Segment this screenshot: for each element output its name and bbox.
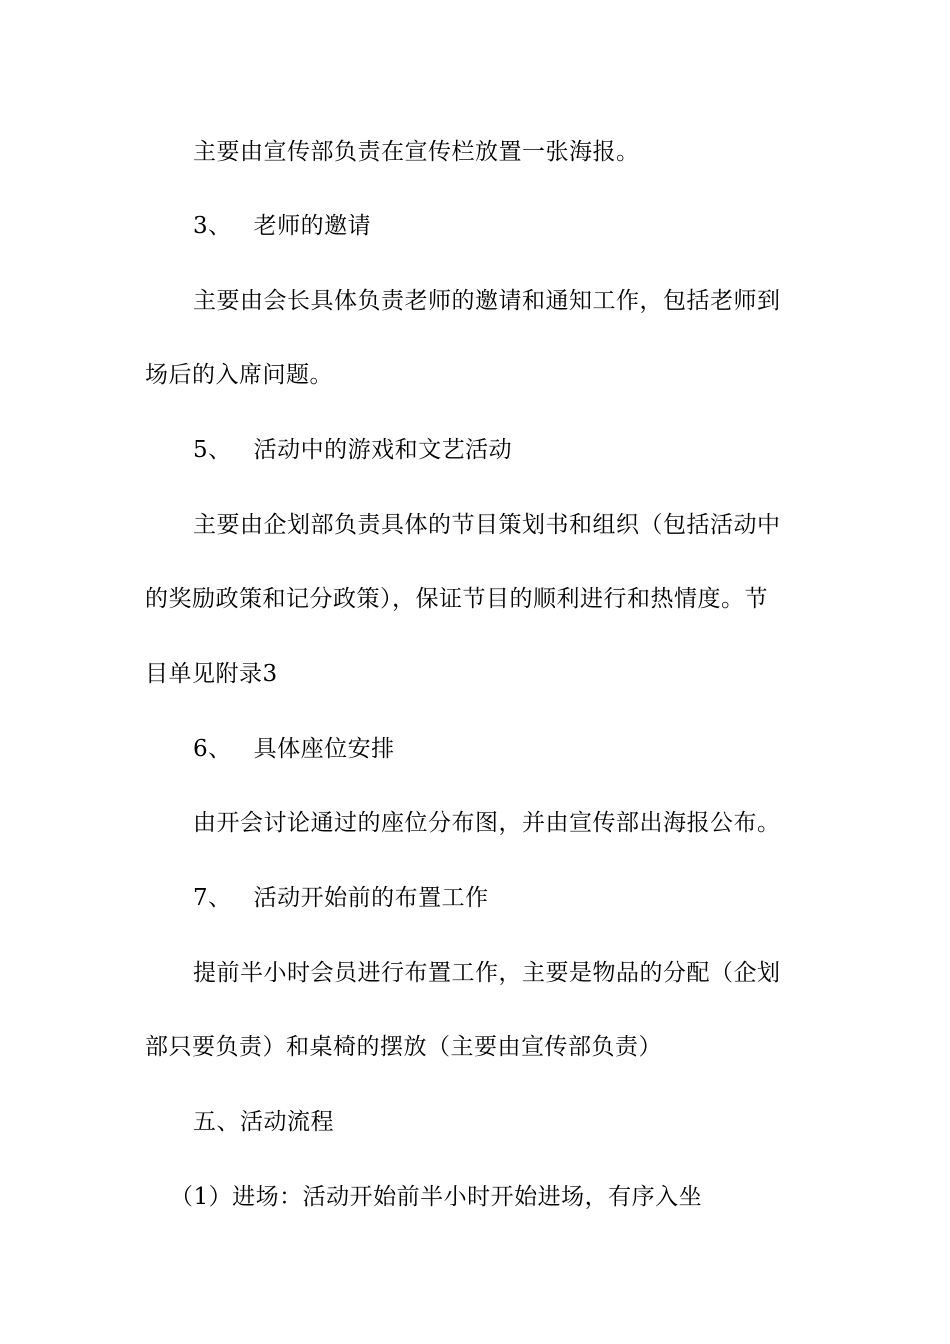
section-title: 具体座位安排: [253, 736, 395, 762]
section-number: 6、: [193, 736, 232, 762]
paragraph-line: 部只要负责）和桌椅的摆放（主要由宣传部负责）: [145, 1034, 662, 1060]
section-heading-5: [193, 435, 512, 465]
section-heading-7: [193, 883, 489, 913]
paragraph-line: 场后的入席问题。: [145, 362, 333, 388]
chapter-heading: 五、活动流程: [193, 1109, 334, 1135]
section-number: 3、: [193, 213, 232, 239]
paragraph-line: 主要由企划部负责具体的节目策划书和组织（包括活动中: [193, 512, 781, 538]
section-heading-6: [193, 734, 395, 764]
section-title: 活动开始前的布置工作: [253, 885, 489, 911]
paragraph-line: 主要由会长具体负责老师的邀请和通知工作，包括老师到: [193, 288, 781, 314]
section-heading-3: [193, 211, 371, 241]
section-title: 活动中的游戏和文艺活动: [253, 437, 513, 463]
paragraph-line: 的奖励政策和记分政策），保证节目的顺利进行和热情度。节: [145, 586, 768, 612]
paragraph-line: 由开会讨论通过的座位分布图，并由宣传部出海报公布。: [193, 810, 781, 836]
section-number: 5、: [193, 437, 232, 463]
section-title: 老师的邀请: [253, 213, 372, 239]
paragraph-line: （1）进场：活动开始前半小时开始进场，有序入坐: [170, 1184, 703, 1210]
paragraph-line: 主要由宣传部负责在宣传栏放置一张海报。: [193, 139, 640, 165]
section-number: 7、: [193, 885, 232, 911]
paragraph-line: 提前半小时会员进行布置工作，主要是物品的分配（企划: [193, 960, 781, 986]
paragraph-line: 目单见附录3: [145, 661, 278, 687]
